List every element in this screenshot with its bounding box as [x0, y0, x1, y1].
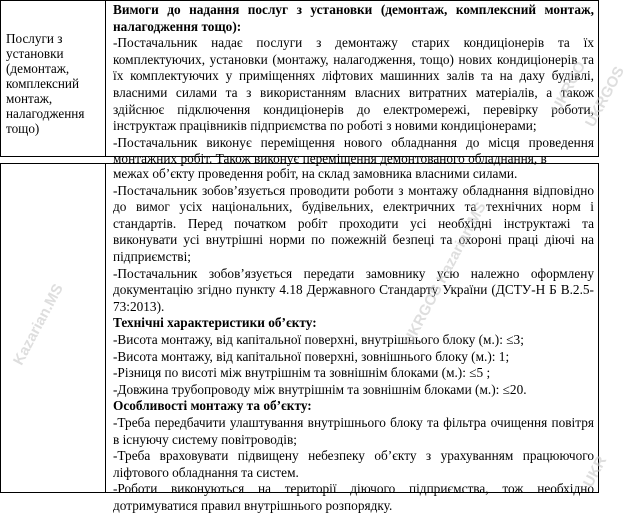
paragraph: -Постачальник зобов’язується проводити роботи з монтажу обладнання відповідно до вимог усіх національних, будівельних, електричних та технічних норм і стандартів. Перед початком робіт проходити усі необхідні інструктажі та виконувати усі внутрішні норми по пожежній безпеці та охороні праці діючі на підприємстві;: [113, 182, 594, 264]
paragraph: -Постачальник виконує переміщення нового обладнання до місця проведення монтажних робіт. Також виконує переміщення демонтованого обладнання, в: [113, 134, 594, 167]
tech-item: -Висота монтажу, від капітальної поверхні, зовнішнього блоку (м.): 1;: [113, 348, 510, 364]
continued-text: [106, 164, 598, 513]
requirements-text: [106, 1, 598, 167]
watermark: UKRGO: [548, 58, 590, 116]
feature-item: -Треба передбачити улаштування внутрішнього блоку та фільтра очищення повітря в існуючу систему повітроводів;: [113, 414, 594, 447]
row-content-cell: [106, 1, 599, 167]
paragraph: -Постачальник надає послуги з демонтажу старих кондиціонерів та їх комплектуючих, установки (монтажу, налагодження, тощо) нових кондиціонерів та їх комплектуючих у приміщеннях ліфтових машинних залів та на даху будівлі, власними силами та з використанням власних витратних матеріалів, а також здійснює підключення кондиціонерів до електромережі, перевірку роботи, інструктаж працівників підприємства по роботі з новими кондиціонерами;: [113, 35, 594, 134]
watermark: UKRGOS: [582, 63, 628, 130]
watermark: UKRGOS Kazarian.MS: [400, 199, 490, 348]
watermark: Kazarian.MS: [10, 281, 67, 368]
requirements-table-continued: [0, 163, 599, 513]
watermark: UKR: [580, 453, 611, 490]
tech-item: -Різниця по висоті між внутрішнім та зовнішнім блоками (м.): ≤5 ;: [113, 365, 491, 381]
table-row: [1, 164, 599, 493]
tech-item: -Висота монтажу, від капітальної поверхні, внутрішнього блоку (м.): ≤3;: [113, 331, 524, 347]
row-label-cell: [1, 1, 106, 157]
feature-item: -Роботи виконуються на території діючого підприємства, тож необхідно дотримуватися правил внутрішнього розпорядку.: [113, 481, 594, 513]
requirements-table-top: [0, 0, 599, 167]
tech-heading: Технічні характеристики об’єкту:: [113, 315, 317, 331]
paragraph: межах об’єкту проведення робіт, на склад замовника власними силами.: [113, 166, 518, 181]
table-row: [1, 1, 599, 157]
features-heading: Особливості монтажу та об’єкту:: [113, 398, 312, 414]
row-label-cell-empty: [1, 164, 106, 493]
feature-item: -Треба враховувати підвищену небезпеку об’єкту з урахуванням працюючого ліфтового обладнання та систем.: [113, 448, 594, 480]
tech-item: -Довжина трубопроводу між внутрішнім та зовнішнім блоками (м.): ≤20.: [113, 381, 527, 397]
row-content-cell: [106, 164, 599, 513]
service-label: Послуги з установки (демонтаж, комплексний монтаж, налагодження тощо): [6, 31, 85, 136]
requirements-heading: Вимоги до надання послуг з установки (демонтаж, комплексний монтаж, налагодження тощо):: [113, 2, 594, 34]
paragraph: -Постачальник зобов’язується передати замовнику усю належно оформлену документацію згідно пункту 4.18 Державного Стандарту України (ДСТУ-Н Б В.2.5-73:2013).: [113, 265, 594, 314]
